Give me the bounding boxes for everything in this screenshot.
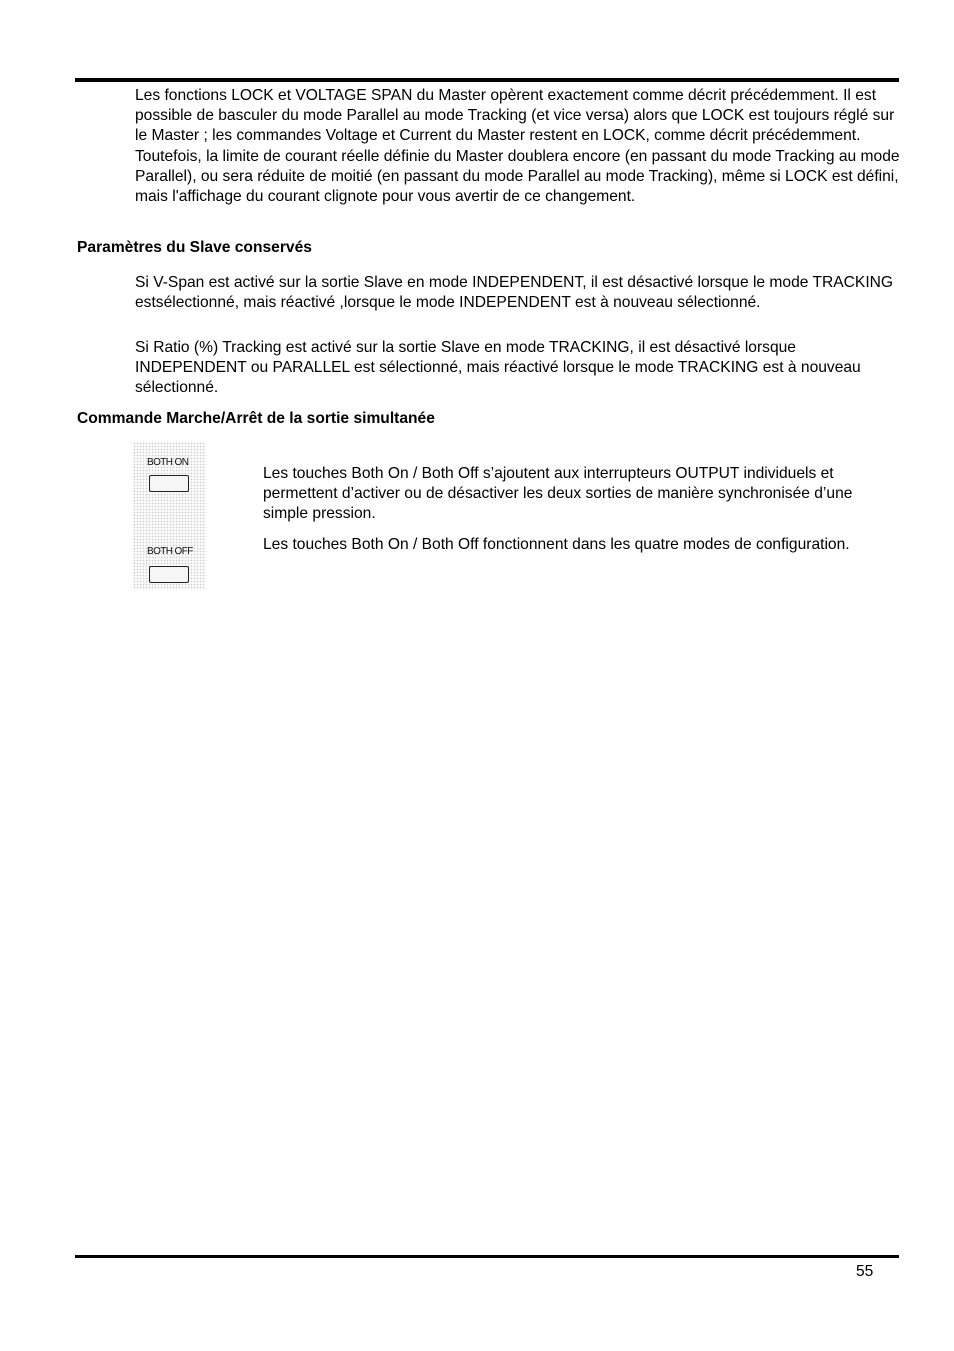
both-off-button[interactable] [149, 566, 189, 583]
section-heading-slave: Paramètres du Slave conservés [77, 239, 312, 256]
footer-rule [75, 1255, 899, 1258]
both-paragraph-description: Les touches Both On / Both Off s’ajoutent aux interrupteurs OUTPUT individuels et permettent d’activer ou de désactiver les deux sorties de manière synchronisée d’une simple pression. [263, 465, 853, 523]
slave-paragraph-vspan: Si V-Span est activé sur la sortie Slave en mode INDEPENDENT, il est désactivé lorsque le mode TRACKING estsélectionné, mais réactivé ,lorsque le mode INDEPENDENT est à nouveau sélectionné. [135, 274, 894, 312]
both-keys-panel-illustration [133, 442, 206, 590]
intro-paragraph: Les fonctions LOCK et VOLTAGE SPAN du Master opèrent exactement comme décrit précédemment. Il est possible de basculer du mode Parallel au mode Tracking (et vice versa) alors que LOCK est toujours réglé sur le Master ; les commandes Voltage et Current du Master restent en LOCK, comme décrit précédemment. Toutefois, la limite de courant réelle définie du Master doublera encore (en passant du mode Tracking au mode Parallel), ou sera réduite de moitié (en passant du mode Parallel au mode Tracking), même si LOCK est défini, mais l'affichage du courant clignote pour vous avertir de ce changement. [135, 87, 900, 206]
both-paragraph-modes: Les touches Both On / Both Off fonctionnent dans les quatre modes de configuration. [263, 536, 850, 553]
page-number: 55 [856, 1263, 874, 1280]
both-on-button[interactable] [149, 475, 189, 492]
slave-paragraph-ratio: Si Ratio (%) Tracking est activé sur la sortie Slave en mode TRACKING, il est désactivé lorsque INDEPENDENT ou PARALLEL est sélectionné, mais réactivé lorsque le mode TRACKING est à nouveau sélectionné. [135, 339, 861, 397]
both-off-label: BOTH OFF [147, 546, 193, 557]
both-on-label: BOTH ON [147, 457, 189, 468]
header-rule [75, 78, 899, 82]
section-heading-both: Commande Marche/Arrêt de la sortie simultanée [77, 410, 435, 427]
